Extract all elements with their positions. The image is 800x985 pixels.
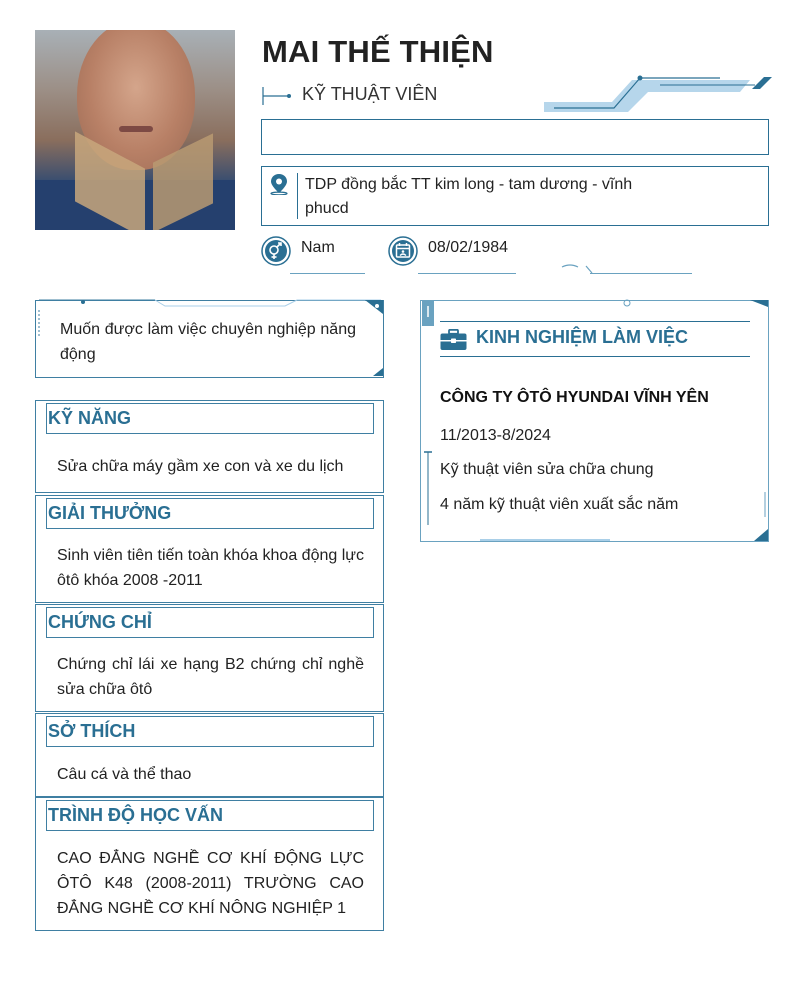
title-line-decoration xyxy=(262,87,292,105)
skills-title: KỸ NĂNG xyxy=(46,403,374,434)
calendar-icon xyxy=(388,236,418,266)
hobbies-section xyxy=(35,713,384,797)
address-text: TDP đồng bắc TT kim long - tam dương - vĩnh phucd xyxy=(305,176,633,217)
header-decoration xyxy=(540,72,772,116)
experience-title: KINH NGHIỆM LÀM VIỆC xyxy=(476,327,689,347)
skills-section xyxy=(35,400,384,493)
hobbies-title: SỞ THÍCH xyxy=(46,716,374,747)
birth-date-value: 08/02/1984 xyxy=(428,239,509,256)
objective-text: Muốn được làm việc chuyên nghiệp năng động xyxy=(60,321,356,363)
experience-company: CÔNG TY ÔTÔ HYUNDAI VĨNH YÊN xyxy=(440,389,709,406)
skills-body: Sửa chữa máy gầm xe con và xe du lịch xyxy=(57,458,344,475)
certificates-section xyxy=(35,604,384,712)
certificates-title: CHỨNG CHỈ xyxy=(46,607,374,638)
education-body: CAO ĐẲNG NGHỀ CƠ KHÍ ĐỘNG LỰC ÔTÔ K48 (2008-2011) TRƯỜNG CAO ĐẲNG NGHỀ CƠ KHÍ NÔNG NGHIỆP 1 xyxy=(57,850,364,917)
gender-icon xyxy=(261,236,291,266)
profile-photo xyxy=(35,30,235,230)
awards-title: GIẢI THƯỞNG xyxy=(46,498,374,529)
candidate-name: MAI THẾ THIỆN xyxy=(262,34,494,69)
hobbies-body: Câu cá và thể thao xyxy=(57,766,192,783)
certificates-body: Chứng chỉ lái xe hạng B2 chứng chỉ nghề sửa chữa ôtô xyxy=(57,656,364,698)
objective-card-decoration xyxy=(35,296,385,382)
awards-section xyxy=(35,495,384,603)
experience-period: 11/2013-8/2024 xyxy=(440,427,551,444)
experience-role: Kỹ thuật viên sửa chữa chung xyxy=(440,461,654,478)
map-pin-icon xyxy=(269,173,289,195)
gender-value: Nam xyxy=(301,239,335,256)
awards-body: Sinh viên tiên tiến toàn khóa khoa động lực ôtô khóa 2008 -2011 xyxy=(57,547,364,589)
email-field xyxy=(261,119,769,155)
education-section xyxy=(35,797,384,931)
underline-decoration xyxy=(560,262,596,276)
address-box xyxy=(261,166,769,226)
education-title: TRÌNH ĐỘ HỌC VẤN xyxy=(46,800,374,831)
experience-card-decoration xyxy=(420,297,770,545)
experience-description: 4 năm kỹ thuật viên xuất sắc năm xyxy=(440,496,679,513)
job-title: KỸ THUẬT VIÊN xyxy=(302,84,438,104)
